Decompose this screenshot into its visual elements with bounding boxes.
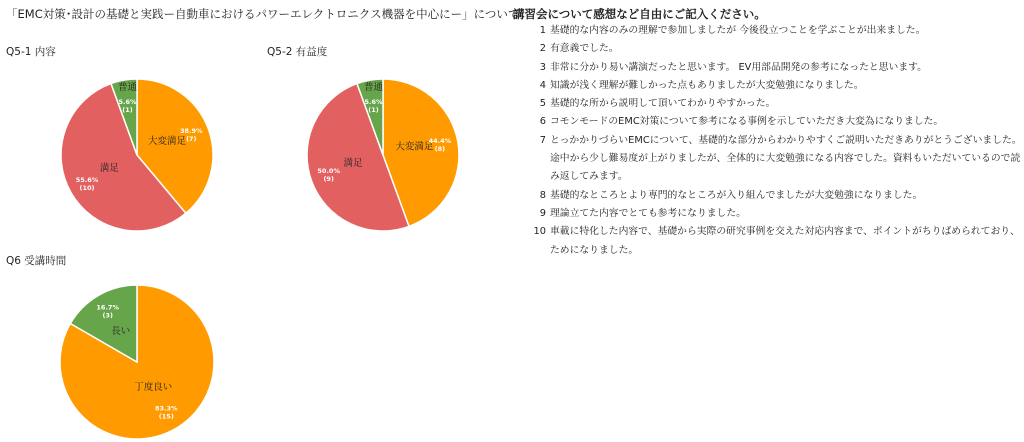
comment-number: 2	[539, 43, 546, 55]
slice-percent: 16.7%	[96, 303, 119, 312]
comment-number: 5	[539, 98, 546, 110]
comment-text: とっかかりづらいEMCについて、基礎的な部分からわかりやすくご説明いただきありがとうございました。途中から少し難易度が上がりましたが、全体的に大変勉強になる内容でした。資料もいただいているので読み返してみます。	[550, 134, 1022, 183]
slice-count: (8)	[434, 145, 446, 153]
slice-label: 長い	[111, 326, 131, 337]
comment-text: 車載に特化した内容で、基礎から実際の研究事例を交えた対応内容まで、ポイントがちりばめられており、ためになりました。	[550, 226, 1020, 256]
comment-text: 基礎的な内容のみの理解で参加しましたが 今後役立つことを学ぶことが出来ました。	[550, 25, 926, 36]
comment-text: 非常に分かり易い講演だったと思います。 EV用部品開発の参考になったと思います。	[550, 61, 927, 73]
comment-item	[524, 95, 1022, 113]
comment-item	[524, 59, 1022, 77]
comment-item	[524, 77, 1022, 95]
chart-title-q5-2: Q5-2 有益度	[267, 46, 328, 58]
slice-percent: 83.3%	[155, 404, 178, 413]
comment-item	[524, 132, 1022, 187]
slice-label: 丁度良い	[134, 382, 173, 393]
comment-text: 基礎的な所から説明して頂いてわかりやすかった。	[550, 98, 776, 110]
comment-number: 9	[539, 207, 546, 219]
comment-item	[524, 205, 1022, 223]
slice-count: (9)	[323, 174, 334, 183]
comment-number: 3	[539, 61, 546, 73]
slice-label: 普通	[363, 82, 384, 94]
comment-item	[524, 40, 1022, 58]
slice-label: 大変満足	[147, 136, 187, 148]
comment-number: 6	[539, 116, 546, 128]
slice-label: 大変満足	[395, 141, 434, 153]
comment-number: 4	[539, 79, 546, 91]
slice-count: (3)	[102, 311, 113, 320]
comment-number: 10	[533, 226, 546, 238]
comment-text: 基礎的なところとより専門的なところが入り組んでましたが大変勉強になりました。	[550, 189, 923, 201]
chart-title-q6: Q6 受講時間	[6, 255, 67, 267]
slice-percent: 50.0%	[317, 166, 340, 175]
chart-title-q5-1: Q5-1 内容	[6, 46, 56, 58]
slice-percent: 55.6%	[75, 175, 99, 184]
slice-percent: 38.9%	[180, 127, 203, 136]
comments-list	[524, 22, 1022, 260]
comment-text: 知識が浅く理解が難しかった点もありましたが大変勉強になりました。	[550, 79, 864, 91]
slice-count: (7)	[186, 135, 197, 144]
slice-percent: 44.4%	[428, 137, 452, 145]
slice-count: (10)	[79, 183, 95, 192]
slice-percent: 5.6%	[118, 98, 137, 107]
comment-number: 1	[539, 25, 546, 36]
slice-label: 満足	[343, 157, 363, 169]
pie-chart-q5-1	[56, 78, 218, 232]
comment-text: コモンモードのEMC対策について参考になる事例を示していただき大変為になりました。	[550, 116, 944, 128]
slice-label: 普通	[117, 82, 138, 94]
comment-item	[524, 113, 1022, 131]
slice-percent: 5.6%	[364, 98, 383, 107]
slice-count: (15)	[158, 412, 174, 421]
slice-count: (1)	[368, 106, 379, 115]
comment-number: 8	[539, 189, 546, 201]
pie-chart-q6	[56, 284, 218, 440]
comment-text: 理論立てた内容でとても参考になりました。	[550, 207, 746, 219]
slice-label: 満足	[99, 163, 119, 174]
comment-item	[524, 223, 1022, 260]
survey-title: 「EMC対策･設計の基礎と実践ー自動車におけるパワーエレクトロニクス機器を中心にー」について	[6, 7, 520, 21]
slice-count: (1)	[122, 106, 133, 115]
comment-number: 7	[539, 134, 546, 146]
comment-item	[524, 187, 1022, 205]
pie-chart-q5-2	[302, 78, 464, 232]
comments-heading: 講習会について感想など自由にご記入ください。	[513, 7, 766, 21]
comment-text: 有意義でした。	[550, 43, 619, 55]
comment-item	[524, 22, 1022, 40]
